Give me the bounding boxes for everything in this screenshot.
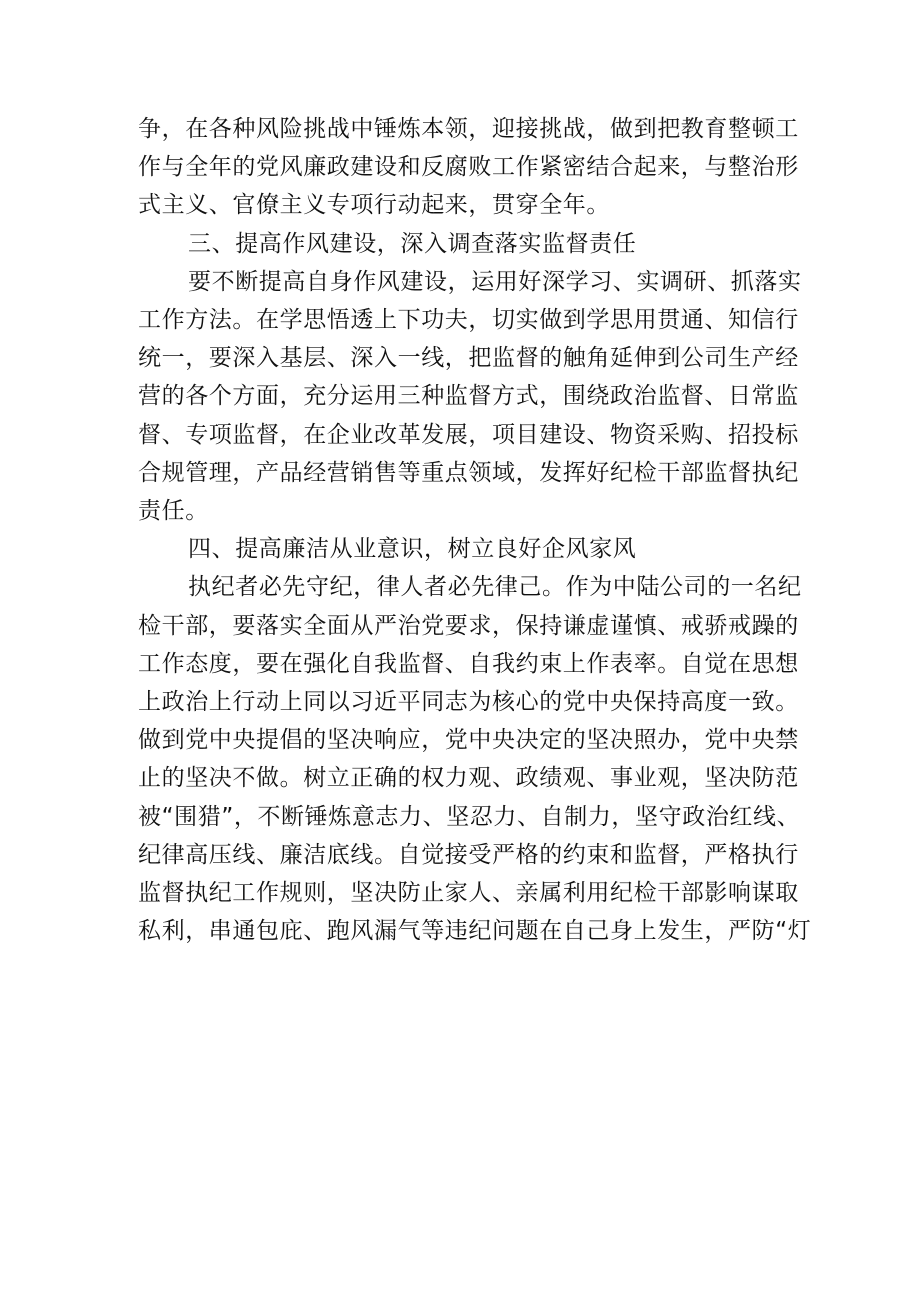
text-line: 责任。 — [138, 498, 209, 525]
text-line: 要不断提高自身作风建设，运用好深学习、实调研、抓落实 — [188, 268, 802, 295]
text-line: 营的各个方面，充分运用三种监督方式，围绕政治监督、日常监 — [138, 383, 799, 410]
text-line: 作与全年的党风廉政建设和反腐败工作紧密结合起来，与整治形 — [138, 154, 799, 181]
section-3-paragraph — [138, 263, 802, 530]
text-line: 上政治上行动上同以习近平同志为核心的党中央保持高度一致。 — [138, 689, 799, 716]
text-line: 工作态度，要在强化自我监督、自我约束上作表率。自觉在思想 — [138, 650, 799, 677]
heading-text: 四、提高廉洁从业意识，树立良好企风家风 — [188, 536, 637, 563]
document-body — [138, 110, 812, 950]
text-line: 督、专项监督，在企业改革发展，项目建设、物资采购、招投标 — [138, 421, 799, 448]
text-line: 纪律高压线、廉洁底线。自觉接受严格的约束和监督，严格执行 — [138, 841, 799, 868]
text-line: 私利，串通包庇、跑风漏气等违纪问题在自己身上发生，严防“灯 — [138, 918, 812, 945]
text-line: 式主义、官僚主义专项行动起来，贯穿全年。 — [138, 192, 610, 219]
text-line: 监督执纪工作规则，坚决防止家人、亲属利用纪检干部影响谋取 — [138, 880, 799, 907]
text-line: 统一，要深入基层、深入一线，把监督的触角延伸到公司生产经 — [138, 345, 799, 372]
intro-paragraph — [138, 110, 798, 225]
text-line: 止的坚决不做。树立正确的权力观、政绩观、事业观，坚决防范 — [138, 765, 799, 792]
text-line: 检干部，要落实全面从严治党要求，保持谦虚谨慎、戒骄戒躁的 — [138, 612, 799, 639]
section-4-paragraph — [138, 568, 812, 950]
section-heading-4 — [138, 530, 798, 568]
heading-text: 三、提高作风建设，深入调查落实监督责任 — [188, 230, 637, 257]
text-line: 工作方法。在学思悟透上下功夫，切实做到学思用贯通、知信行 — [138, 307, 799, 334]
text-line: 被“围猎”，不断锤炼意志力、坚忍力、自制力，坚守政治红线、 — [138, 803, 801, 830]
text-line: 争，在各种风险挑战中锤炼本领，迎接挑战，做到把教育整顿工 — [138, 116, 799, 142]
text-line: 执纪者必先守纪，律人者必先律己。作为中陆公司的一名纪 — [188, 574, 802, 601]
section-heading-3 — [138, 225, 798, 263]
text-line: 合规管理，产品经营销售等重点领域，发挥好纪检干部监督执纪 — [138, 459, 799, 486]
text-line: 做到党中央提倡的坚决响应，党中央决定的坚决照办，党中央禁 — [138, 727, 799, 754]
